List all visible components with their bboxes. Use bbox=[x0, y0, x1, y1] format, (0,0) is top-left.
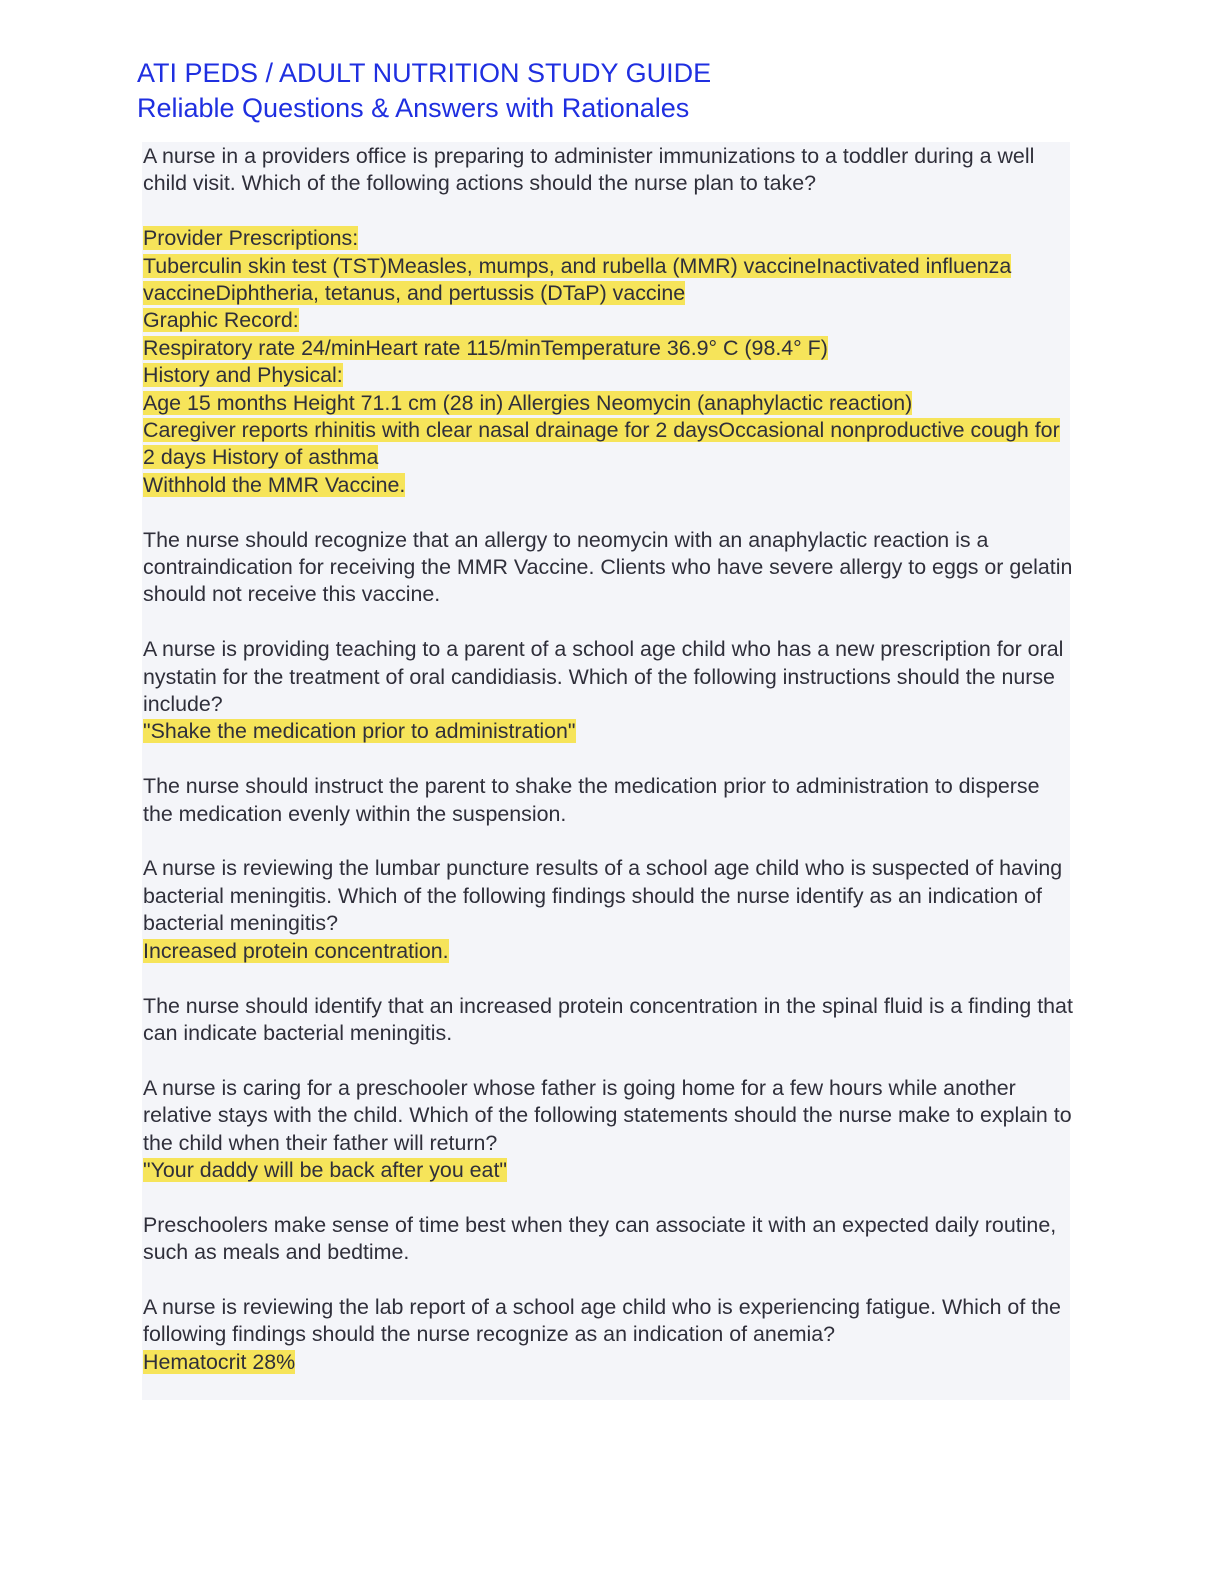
rationale-1: The nurse should recognize that an allergy to neomycin with an anaphylactic reaction is a contraindication for receiving the MMR Vaccine. Clients who have severe allergy to eggs or gelatin should not receive this vaccine. bbox=[143, 527, 1073, 607]
document-subtitle: Reliable Questions & Answers with Rationales bbox=[137, 93, 690, 123]
answer-1: Withhold the MMR Vaccine. bbox=[143, 472, 406, 497]
graphic-record-values: Respiratory rate 24/minHeart rate 115/minTemperature 36.9° C (98.4° F) bbox=[143, 335, 828, 360]
question-5: A nurse is reviewing the lab report of a school age child who is experiencing fatigue. Which of the following findings should the nurse recognize as an indication of anemia? bbox=[143, 1294, 1061, 1347]
rationale-3: The nurse should identify that an increased protein concentration in the spinal fluid is a finding that can indicate bacterial meningitis. bbox=[143, 993, 1073, 1045]
rationale-4: Preschoolers make sense of time best when they can associate it with an expected daily routine, such as meals and bedtime. bbox=[143, 1212, 1057, 1265]
question-1: A nurse in a providers office is preparing to administer immunizations to a toddler during a well child visit. Which of the following actions should the nurse plan to take? bbox=[143, 144, 1035, 196]
prescriptions-heading: Provider Prescriptions: bbox=[143, 226, 359, 251]
prescriptions-list: Tuberculin skin test (TST)Measles, mumps, and rubella (MMR) vaccineInactivated influenza vaccineDiphtheria, tetanus, and pertussis (DTaP) vaccine bbox=[143, 253, 1012, 306]
question-2: A nurse is providing teaching to a parent of a school age child who has a new prescription for oral nystatin for the treatment of oral candidiasis. Which of the following instructions should the nurse include? bbox=[143, 637, 1064, 717]
answer-5: Hematocrit 28% bbox=[143, 1349, 296, 1374]
history-line-1: Age 15 months Height 71.1 cm (28 in) Allergies Neomycin (anaphylactic reaction) bbox=[143, 390, 913, 415]
document-header bbox=[137, 56, 711, 126]
document-title: ATI PEDS / ADULT NUTRITION STUDY GUIDE bbox=[137, 58, 712, 88]
question-3: A nurse is reviewing the lumbar puncture results of a school age child who is suspected of having bacterial meningitis. Which of the following findings should the nurse identify as an indication of bacterial meningitis? bbox=[143, 856, 1063, 936]
answer-2: "Shake the medication prior to administration" bbox=[143, 719, 576, 744]
answer-3: Increased protein concentration. bbox=[143, 938, 449, 963]
rationale-2: The nurse should instruct the parent to shake the medication prior to administration to disperse the medication evenly within the suspension. bbox=[143, 774, 1040, 826]
history-heading: History and Physical: bbox=[143, 363, 343, 388]
question-4: A nurse is caring for a preschooler whose father is going home for a few hours while another relative stays with the child. Which of the following statements should the nurse make to explain to the child when their father will return? bbox=[143, 1075, 1072, 1155]
qa-content bbox=[143, 143, 1073, 1376]
graphic-record-heading: Graphic Record: bbox=[143, 308, 299, 333]
answer-4: "Your daddy will be back after you eat" bbox=[143, 1157, 507, 1182]
history-line-2: Caregiver reports rhinitis with clear nasal drainage for 2 daysOccasional nonproductive cough for 2 days History of asthma bbox=[143, 418, 1060, 470]
